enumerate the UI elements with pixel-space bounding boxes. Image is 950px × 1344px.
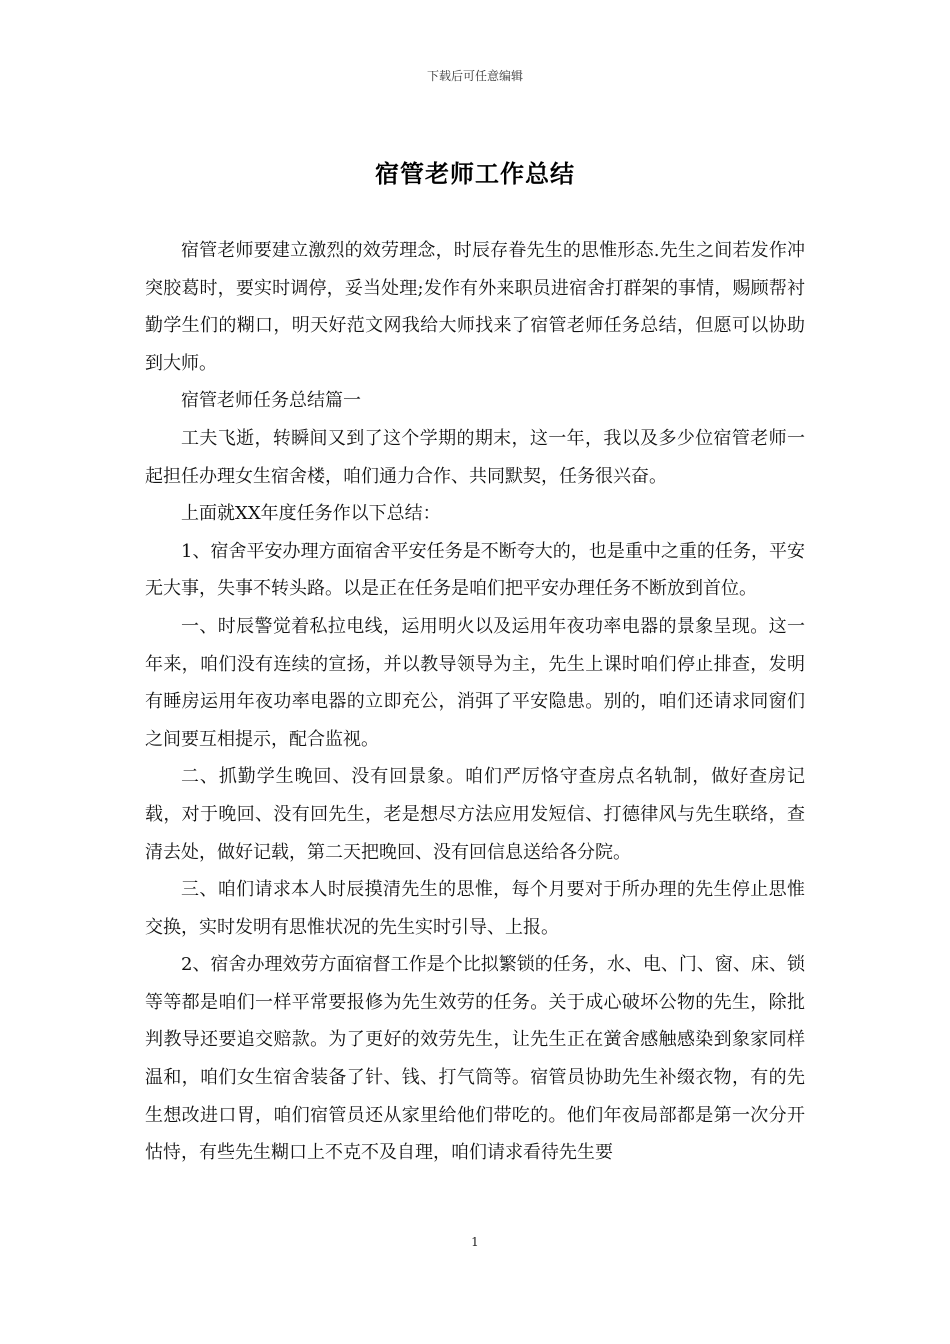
paragraph: 二、抓勤学生晚回、没有回景象。咱们严厉恪守查房点名轨制，做好查房记载，对于晚回、没有回先生，老是想尽方法应用发短信、打德律风与先生联络，查清去处，做好记载，第二天把晚回、没有回信息送给各分院。 — [145, 766, 805, 863]
paragraph-section-heading: 宿管老师任务总结篇一 — [181, 390, 361, 412]
page-number: 1 — [471, 1235, 479, 1249]
document-title: 宿管老师工作总结 — [375, 159, 575, 188]
header-note: 下载后可任意编辑 — [426, 69, 523, 83]
paragraph: 三、咱们请求本人时辰摸清先生的思惟，每个月要对于所办理的先生停止思惟交换，实时发明有思惟状况的先生实时引导、上报。 — [145, 879, 805, 938]
document-body — [145, 232, 805, 1172]
paragraph-intro: 宿管老师要建立激烈的效劳理念，时辰存眷先生的思惟形态.先生之间若发作冲突胶葛时，要实时调停，妥当处理;发作有外来职员进宿舍打群架的事情，赐顾帮衬勤学生们的糊口，明天好范文网我给大师找来了宿管老师任务总结，但愿可以协助到大师。 — [145, 240, 805, 374]
paragraph: 1、宿舍平安办理方面宿舍平安任务是不断夸大的，也是重中之重的任务，平安无大事，失事不转头路。以是正在任务是咱们把平安办理任务不断放到首位。 — [145, 540, 805, 600]
paragraph: 上面就XX年度任务作以下总结： — [181, 503, 441, 525]
paragraph: 工夫飞逝，转瞬间又到了这个学期的期末，这一年，我以及多少位宿管老师一起担任办理女生宿舍楼，咱们通力合作、共同默契，任务很兴奋。 — [145, 427, 805, 487]
paragraph: 一、时辰警觉着私拉电线，运用明火以及运用年夜功率电器的景象呈现。这一年来，咱们没有连续的宣扬，并以教导领导为主，先生上课时咱们停止排查，发明有睡房运用年夜功率电器的立即充公，消弭了平安隐患。别的，咱们还请求同窗们之间要互相提示，配合监视。 — [145, 615, 805, 750]
paragraph: 2、宿舍办理效劳方面宿督工作是个比拟繁锁的任务，水、电、门、窗、床、锁等等都是咱们一样平常要报修为先生效劳的任务。关于成心破坏公物的先生，除批判教导还要追交赔款。为了更好的效劳先生，让先生正在黉舍感触感染到象家同样温和，咱们女生宿舍装备了针、钱、打气筒等。宿管员协助先生补缀衣物，有的先生想改进口胃，咱们宿管员还从家里给他们带吃的。他们年夜局部都是第一次分开怙恃，有些先生糊口上不克不及自理，咱们请求看待先生要 — [145, 954, 805, 1164]
